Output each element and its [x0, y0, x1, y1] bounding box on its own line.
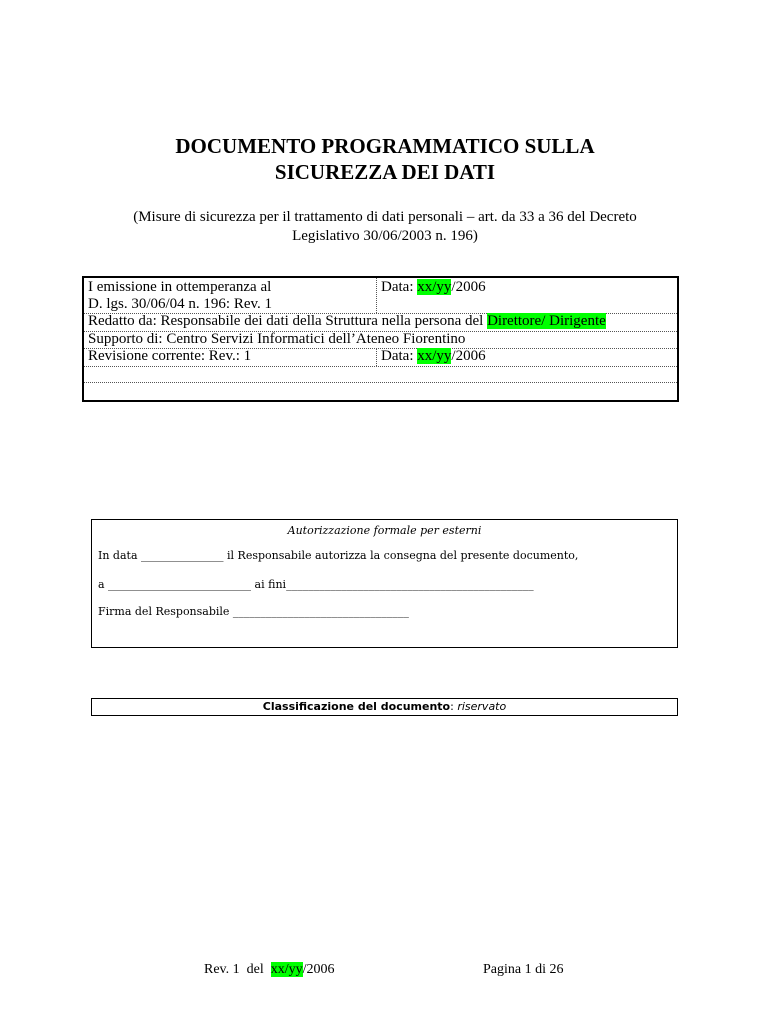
date-label: Data:: [381, 279, 418, 295]
subtitle-line-1: (Misure di sicurezza per il trattamento di dati personali – art. da 33 a 36 del Decreto: [133, 209, 637, 225]
redatto-role: Direttore/ Dirigente: [487, 313, 606, 329]
revision-date-placeholder: xx/yy: [417, 348, 452, 364]
classification-separator: :: [450, 700, 458, 713]
footer-rev-text: Rev. 1 del: [204, 962, 271, 977]
footer-page-number: Pagina 1 di 26: [483, 962, 564, 977]
supporto-row: [84, 331, 677, 349]
emission-line-2: D. lgs. 30/06/04 n. 196: Rev. 1: [88, 296, 273, 312]
classification-value: riservato: [457, 700, 507, 713]
footer-revision: [204, 962, 335, 978]
authorization-box: [91, 519, 678, 648]
revision-date-year: /2006: [451, 348, 486, 364]
footer-date-year: /2006: [302, 962, 335, 977]
emission-row: [84, 278, 677, 314]
document-subtitle: [110, 208, 660, 246]
revision-row: [84, 348, 677, 367]
authorization-heading: Autorizzazione formale per esterni: [287, 524, 482, 537]
emission-line-1: I emissione in ottemperanza al: [88, 279, 272, 295]
empty-row: [84, 366, 677, 383]
redatto-cell: [84, 313, 606, 331]
authorization-purpose-line: a __________________________ ai fini_____________________________________________: [98, 578, 534, 591]
document-title: [0, 133, 770, 185]
title-line-2: SICUREZZA DEI DATI: [274, 160, 496, 184]
date-year: /2006: [451, 279, 486, 295]
redatto-row: [84, 313, 677, 332]
title-line-1: DOCUMENTO PROGRAMMATICO SULLA: [175, 134, 595, 158]
classification-box: [91, 698, 678, 716]
authorization-date-line: In data _______________ il Responsabile autorizza la consegna del presente documento,: [98, 549, 579, 562]
emission-date-cell: [376, 278, 677, 313]
supporto-text: Supporto di: Centro Servizi Informatici dell’Ateneo Fiorentino: [88, 331, 466, 347]
emission-cell: [84, 278, 378, 313]
footer-date-placeholder: xx/yy: [270, 962, 303, 977]
revision-date-cell: [376, 348, 677, 366]
redatto-text: Redatto da: Responsabile dei dati della Struttura nella persona del: [88, 313, 488, 329]
revision-text: Revisione corrente: Rev.: 1: [88, 348, 252, 364]
header-table: [82, 276, 679, 402]
subtitle-line-2: Legislativo 30/06/2003 n. 196): [292, 228, 478, 244]
revision-date-label: Data:: [381, 348, 418, 364]
authorization-signature-line: Firma del Responsabile ________________________________: [98, 605, 409, 618]
date-placeholder: xx/yy: [417, 279, 452, 295]
classification-label: Classificazione del documento: [262, 700, 451, 713]
